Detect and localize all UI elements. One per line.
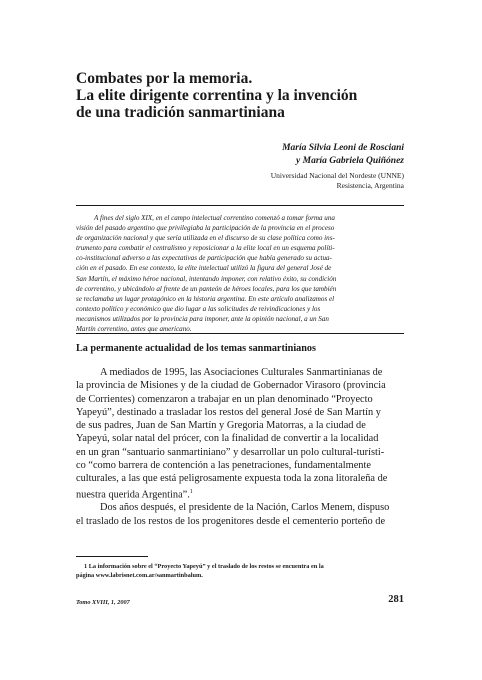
- abstract-line: contexto político y económico que dio lugar a las solicitudes de reivindicaciones y los: [76, 304, 321, 313]
- author-affiliation: [271, 171, 404, 191]
- affiliation-line: Resistencia, Argentina: [336, 181, 404, 190]
- footnote-line: página www.labrisnet.com.ar/sanmartinbalum.: [76, 572, 203, 579]
- body-text: [76, 366, 404, 528]
- author-names: [282, 142, 404, 167]
- abstract-line: visión del pasado argentino que privilegiaba la participación de la provincia en el proceso: [76, 224, 335, 233]
- abstract-line: Martín correntino, antes que americano.: [76, 325, 192, 334]
- body-line: A mediados de 1995, las Asociaciones Culturales Sanmartinianas de: [100, 367, 383, 378]
- page-number: 281: [388, 594, 404, 605]
- footnote: [76, 562, 406, 580]
- body-line: de Corrientes) comenzaron a trabajar en un plan denominado “Proyecto: [76, 393, 373, 405]
- journal-volume: Tomo XVIII, 1, 2007: [76, 599, 130, 606]
- body-line-text: nuestra querida Argentina”.: [76, 489, 190, 501]
- body-line: [76, 486, 404, 502]
- title-line: Combates por la memoria.: [76, 70, 253, 87]
- abstract-line: trumento para combatir el centralismo y reposicionar a la elite local en un esquema políti-: [76, 244, 335, 253]
- abstract-line: de correntino, y ubicándolo al frente de un panteón de héroes locales, para los que también: [76, 284, 337, 293]
- affiliation-line: Universidad Nacional del Nordeste (UNNE): [270, 171, 404, 180]
- abstract-line: co-institucional adverso a las expectativas de participación que había generado su actua-: [76, 254, 332, 263]
- body-line: la provincia de Misiones y de la ciudad de Gobernador Virasoro (provincia: [76, 380, 386, 392]
- body-line: Yapeyú”, destinado a trasladar los restos del general José de San Martín y: [76, 406, 381, 418]
- author-line: y María Gabriela Quiñónez: [296, 155, 404, 166]
- body-line: Yapeyú, solar natal del prócer, con la finalidad de convertir a la localidad: [76, 433, 379, 445]
- section-heading: La permanente actualidad de los temas sanmartinianos: [76, 343, 316, 354]
- abstract-line: mecanismos utilizados por la provincia para imponer, ante la opinión nacional, a un San: [76, 314, 329, 323]
- body-line: de sus padres, Juan de San Martín y Gregoria Matorras, a la ciudad de: [76, 420, 366, 432]
- body-line: Dos años después, el presidente de la Nación, Carlos Menem, dispuso: [100, 502, 390, 514]
- abstract-line: de organización nacional y que sería utilizada en el discurso de su clase política como ins-: [76, 234, 335, 243]
- abstract: [76, 213, 404, 334]
- footnote-rule: [76, 556, 148, 557]
- abstract-line: se reclamaba un lugar protagónico en la historia argentina. En este artículo analizamos el: [76, 294, 335, 303]
- author-line: María Silvia Leoni de Rosciani: [282, 143, 404, 153]
- footnote-line: 1 La información sobre el “Proyecto Yapeyú” y el traslado de los restos se encuentra en la: [84, 563, 324, 570]
- abstract-line: San Martín, el máximo héroe nacional, intentando imponer, con relativo éxito, su condición: [76, 274, 337, 283]
- body-line: culturales, a las que está peligrosamente expuesta toda la zona litoraleña de: [76, 473, 388, 485]
- article-title: [76, 70, 416, 121]
- abstract-line: A fines del siglo XIX, en el campo intelectual correntino comenzó a tomar forma una: [94, 214, 335, 222]
- abstract-line: ción en el pasado. En ese contexto, la elite intelectual utilizó la figura del general José de: [76, 264, 332, 273]
- title-line: de una tradición sanmartiniana: [76, 104, 285, 121]
- footnote-marker[interactable]: 1: [189, 488, 193, 495]
- title-line: La elite dirigente correntina y la invención: [76, 87, 358, 104]
- body-line: el traslado de los restos de los progenitores desde el cementerio porteño de: [76, 515, 386, 527]
- body-line: co “como barrera de contención a las penetraciones, fundamentalmente: [76, 460, 371, 472]
- body-line: en un gran “santuario sanmartiniano” y desarrollar un polo cultural-turísti-: [76, 446, 385, 458]
- abstract-bottom-rule: [76, 333, 404, 334]
- abstract-top-rule: [76, 205, 404, 206]
